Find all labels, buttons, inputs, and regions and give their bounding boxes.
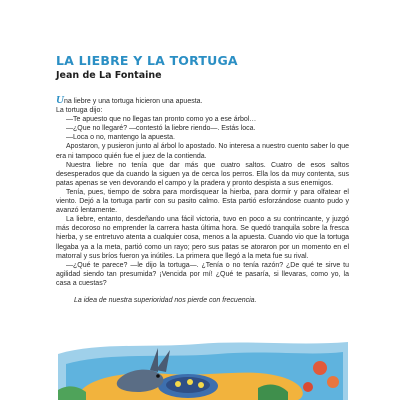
dialogue-line: —¿Que no llegaré? —contestó la liebre riendo—. Estás loca. (66, 125, 256, 133)
tortoise-hare-illustration (58, 340, 348, 400)
paragraph: Tenía, pues, tiempo de sobra para mordisquear la hierba, para dormir y para olfatear el viento. Dejó a la tortuga partir con su pasito calmo. Esta partió esforzándose cuanto pudo y avanzó lentamente. (56, 188, 349, 215)
paragraph-text: na liebre y una tortuga hicieron una apuesta. (63, 98, 203, 105)
paragraph: Apostaron, y pusieron junto al árbol lo apostado. No interesa a nuestro cuento saber lo que era ni tampoco quién fue el juez de la contienda. (56, 143, 349, 160)
paragraph: Nuestra liebre no tenía que dar más que cuatro saltos. Cuatro de esos saltos desesperados que da cuando la siguen ya de cerca los perros. Ella los da muy contenta, sus patas apenas se ven devorando el campo y la pradera y pronto despista a sus enemigos. (56, 161, 349, 187)
page-title: LA LIEBRE Y LA TORTUGA (56, 53, 238, 68)
story-body (56, 96, 349, 305)
paragraph: —¿Qué te parece? —le dijo la tortuga—. ¿Tenía o no tenía razón? ¿De qué te sirve tu agilidad siendo tan presumida? ¡Vencida por mí! ¿Qué te pasaría, si llevaras, como yo, la casa a cuestas? (56, 261, 349, 287)
dialogue-line: —Te apuesto que no llegas tan pronto como yo a ese árbol… (66, 116, 257, 124)
author-name: Jean de La Fontaine (56, 70, 162, 81)
drop-cap: U (56, 94, 64, 106)
paragraph: La liebre, entanto, desdeñando una fácil victoria, tuvo en poco a su contrincante, y juzgó más decoroso no emprender la carrera hasta última hora. Se quedó tranquila sobre la fresca hierba, y se entretuvo atenta a cualquier cosa, menos a la apuesta. Cuando vio que la tortuga llegaba ya a la meta, partió como un rayo; pero sus patas se atoraron por un momento en el matorral y sus bríos fueron ya inútiles. La primera que llegó a la meta fue su rival. (56, 216, 349, 260)
dialogue-line: —Loca o no, mantengo la apuesta. (66, 134, 175, 142)
moral-text: La idea de nuestra superioridad nos pierde con frecuencia. (74, 296, 257, 304)
paragraph: La tortuga dijo: (56, 107, 103, 115)
paragraph (56, 96, 349, 106)
